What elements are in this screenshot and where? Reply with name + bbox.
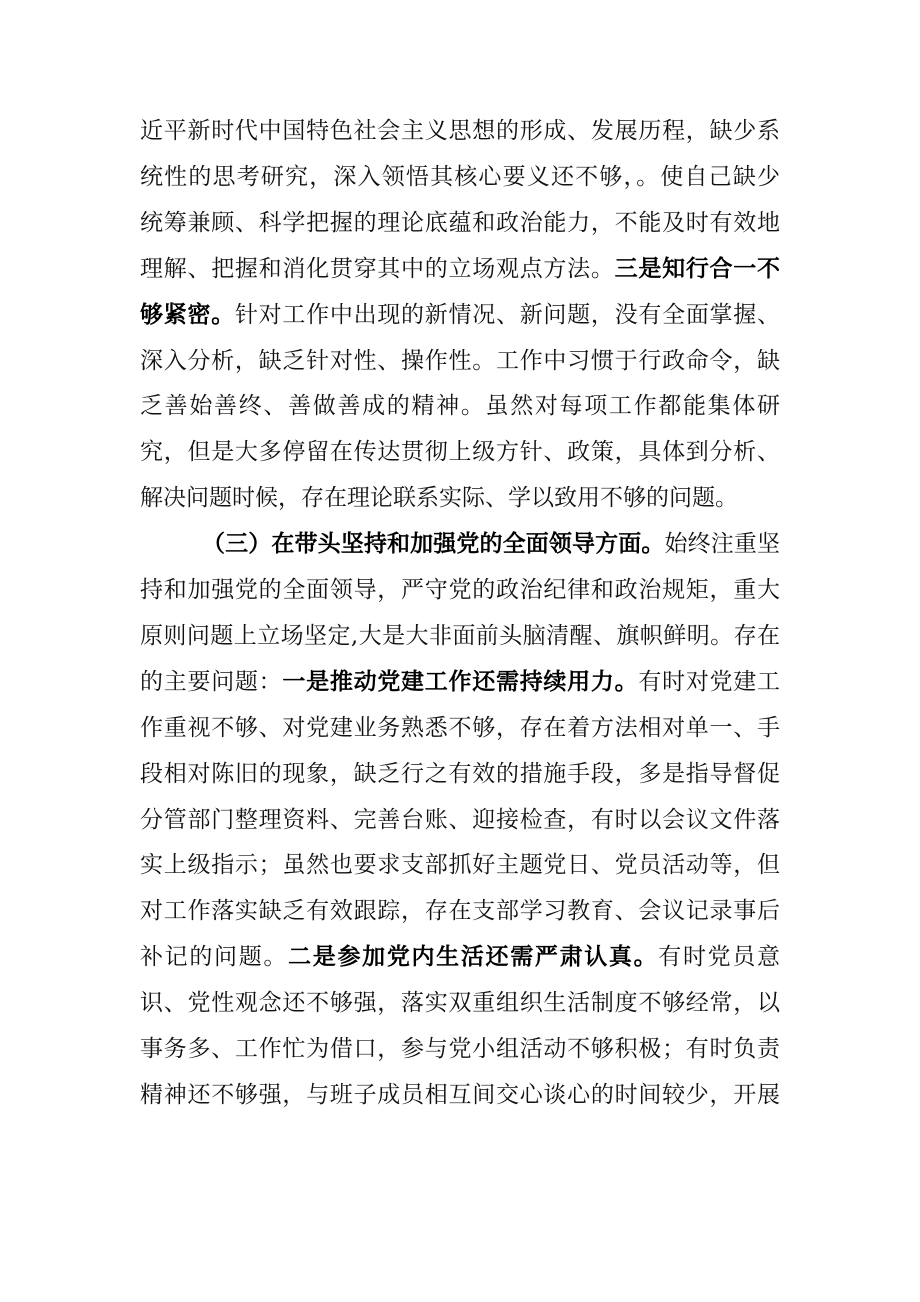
text-segment: 有时党员意 xyxy=(658,944,781,971)
bold-text-segment: 一是推动党建工作还需持续用力。 xyxy=(282,668,639,695)
text-line xyxy=(140,346,780,376)
text-segment: 作重视不够、对党建业务熟悉不够，存在着方法相对单一、手 xyxy=(140,714,780,741)
text-segment: 精神还不够强，与班子成员相互间交心谈心的时间较少，开展 xyxy=(140,1081,780,1108)
text-line xyxy=(140,162,780,192)
text-segment: 统筹兼顾、科学把握的理论底蕴和政治能力，不能及时有效地 xyxy=(140,209,780,236)
text-line xyxy=(140,850,780,880)
text-line xyxy=(140,1080,780,1110)
bold-text-segment: 三是知行合一不 xyxy=(614,255,781,282)
text-segment: 的主要问题： xyxy=(140,668,283,695)
text-line xyxy=(140,896,780,926)
text-segment: 补记的问题。 xyxy=(140,944,289,971)
text-segment: 近平新时代中国特色社会主义思想的形成、发展历程，缺少系 xyxy=(140,118,780,144)
text-line xyxy=(140,988,780,1018)
text-line xyxy=(202,529,780,559)
text-segment: 事务多、工作忙为借口，参与党小组活动不够积极；有时负责 xyxy=(140,1036,780,1062)
text-segment: 统性的思考研究，深入领悟其核心要义还不够，。使自己缺少 xyxy=(140,163,780,190)
text-line xyxy=(140,208,780,238)
text-line xyxy=(140,759,780,789)
text-segment: 段相对陈旧的现象，缺乏行之有效的措施手段，多是指导督促 xyxy=(140,760,780,787)
text-segment: 针对工作中出现的新情况、新问题，没有全面掌握、 xyxy=(234,301,781,328)
text-line xyxy=(140,713,780,743)
bold-text-segment: 够紧密。 xyxy=(140,301,235,328)
text-line xyxy=(140,300,780,330)
bold-text-segment: （三）在带头坚持和加强党的全面领导方面。 xyxy=(202,531,665,558)
text-segment: 始终注重坚 xyxy=(664,531,780,558)
text-segment: 原则问题上立场坚定,大是大非面前头脑清醒、旗帜鲜明。存在 xyxy=(140,622,780,649)
text-segment: 理解、把握和消化贯穿其中的立场观点方法。 xyxy=(140,255,615,282)
text-segment: 分管部门整理资料、完善台账、迎接检查，有时以会议文件落 xyxy=(140,806,780,833)
bold-text-segment: 二是参加党内生活还需严肃认真。 xyxy=(288,944,659,971)
text-line xyxy=(140,437,780,467)
text-segment: 持和加强党的全面领导，严守党的政治纪律和政治规矩，重大 xyxy=(140,577,780,603)
text-line xyxy=(140,805,780,835)
text-line xyxy=(140,254,780,284)
text-segment: 深入分析，缺乏针对性、操作性。工作中习惯于行政命令，缺 xyxy=(140,347,780,374)
text-line xyxy=(140,667,780,697)
text-segment: 究，但是大多停留在传达贯彻上级方针、政策，具体到分析、 xyxy=(140,439,780,466)
text-segment: 识、党性观念还不够强，落实双重组织生活制度不够经常，以 xyxy=(140,990,780,1017)
text-segment: 乏善始善终、善做善成的精神。虽然对每项工作都能集体研 xyxy=(140,393,780,420)
text-segment: 实上级指示；虽然也要求支部抓好主题党日、党员活动等，但 xyxy=(140,852,780,879)
text-line xyxy=(140,621,780,651)
text-line xyxy=(140,575,780,605)
text-line xyxy=(140,391,780,421)
text-segment: 对工作落实缺乏有效跟踪，存在支部学习教育、会议记录事后 xyxy=(140,898,780,925)
text-line xyxy=(140,483,780,513)
text-line xyxy=(140,942,780,972)
text-segment: 有时对党建工 xyxy=(638,668,781,695)
text-segment: 解决问题时候，存在理论联系实际、学以致用不够的问题。 xyxy=(140,485,738,512)
text-line xyxy=(140,1034,780,1064)
text-line xyxy=(140,116,780,146)
